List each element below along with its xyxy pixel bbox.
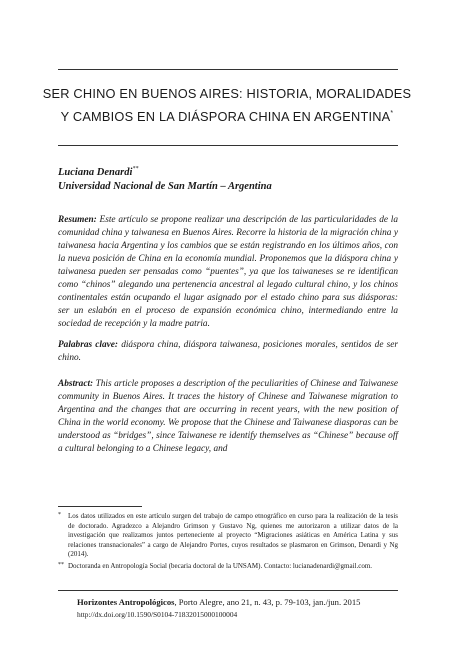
keywords-text: diáspora china, diáspora taiwanesa, posiciones morales, sentidos de ser chino. bbox=[58, 340, 399, 364]
journal-name: Horizontes Antropológicos bbox=[77, 597, 175, 607]
resumen-paragraph bbox=[58, 214, 398, 331]
footnote-mark: ** bbox=[58, 561, 64, 568]
author-affiliation: Universidad Nacional de San Martín – Argentina bbox=[58, 181, 272, 192]
author-name-text: Luciana Denardi bbox=[58, 167, 133, 178]
footer-rule bbox=[58, 590, 398, 591]
keywords-label: Palabras clave: bbox=[58, 340, 118, 350]
article-title-text: SER CHINO EN BUENOS AIRES: HISTORIA, MORALIDADES Y CAMBIOS EN LA DIÁSPORA CHINA EN ARGENTINA bbox=[42, 86, 412, 124]
abstract-text: This article proposes a description of the peculiarities of Chinese and Taiwanese community in Buenos Aires. It traces the history of Chinese and Taiwanese migration to Argentina and the changes that are occurring in recent years, with the new position of China in the world economy. We propose that the Chinese and Taiwanese diasporas can be understood as “bridges”, since Taiwanese re identify themselves as “Chinese” because off a cultural belonging to a Chinese legacy, and bbox=[58, 379, 398, 455]
footnotes bbox=[58, 512, 398, 574]
footnote-text: Los datos utilizados en este artículo surgen del trabajo de campo etnográfico en curso para la realización de la tesis de doctorado. Agradezco a Alejandro Grimson y Gustavo Ng, quienes me autorizaron a utilizar datos de la investigación que realizamos juntos perteneciente al proyecto “Migraciones asiáticas en América Latina y sus relaciones transnacionales” a cargo de Alejandro Portes, cuyos resultados se plasmaron en Grimson, Denardi y Ng (2014). bbox=[68, 512, 398, 559]
doi-link[interactable]: http://dx.doi.org/10.1590/S0104-71832015000100004 bbox=[77, 610, 238, 619]
top-rule bbox=[58, 69, 398, 70]
journal-details: , Porto Alegre, ano 21, n. 43, p. 79-103, jan./jun. 2015 bbox=[174, 597, 361, 607]
author-footnote-mark: ** bbox=[132, 166, 139, 172]
article-title bbox=[40, 84, 414, 127]
footnote-rule bbox=[58, 506, 142, 507]
author-name bbox=[58, 166, 138, 178]
resumen-label: Resumen: bbox=[58, 215, 97, 225]
journal-citation bbox=[77, 597, 360, 607]
resumen-text: Este artículo se propone realizar una descripción de las particularidades de la comunidad china y taiwanesa en Buenos Aires. Recorre la historia de la migración china y taiwanesa hacia Argentina y los cambios que se están registrando en los últimos años, con la nueva posición de China en la economía mundial. Proponemos que la diáspora china y taiwanesa pueden ser pensadas como “puentes”, ya que los taiwaneses se re identifican como “chinos” alegando una pertenencia ancestral al legado cultural chino, y los chinos continentales están ocupando el lugar asignado por el estado chino para sus diásporas: ser un eslabón en el proceso de expansión económica chino, intermediando entre la sociedad de recepción y la madre patria. bbox=[58, 215, 398, 330]
footnote bbox=[58, 512, 398, 560]
footnote-text: Doctoranda en Antropología Social (becaria doctoral de la UNSAM). Contacto: lucianadenardi@gmail.com. bbox=[68, 561, 373, 570]
title-rule bbox=[58, 145, 398, 146]
keywords-paragraph bbox=[58, 339, 398, 365]
abstract-label: Abstract: bbox=[58, 379, 94, 389]
footnote-mark: * bbox=[58, 512, 61, 518]
abstract-paragraph bbox=[58, 378, 398, 456]
footnote bbox=[58, 562, 398, 572]
title-footnote-mark: * bbox=[390, 110, 394, 117]
